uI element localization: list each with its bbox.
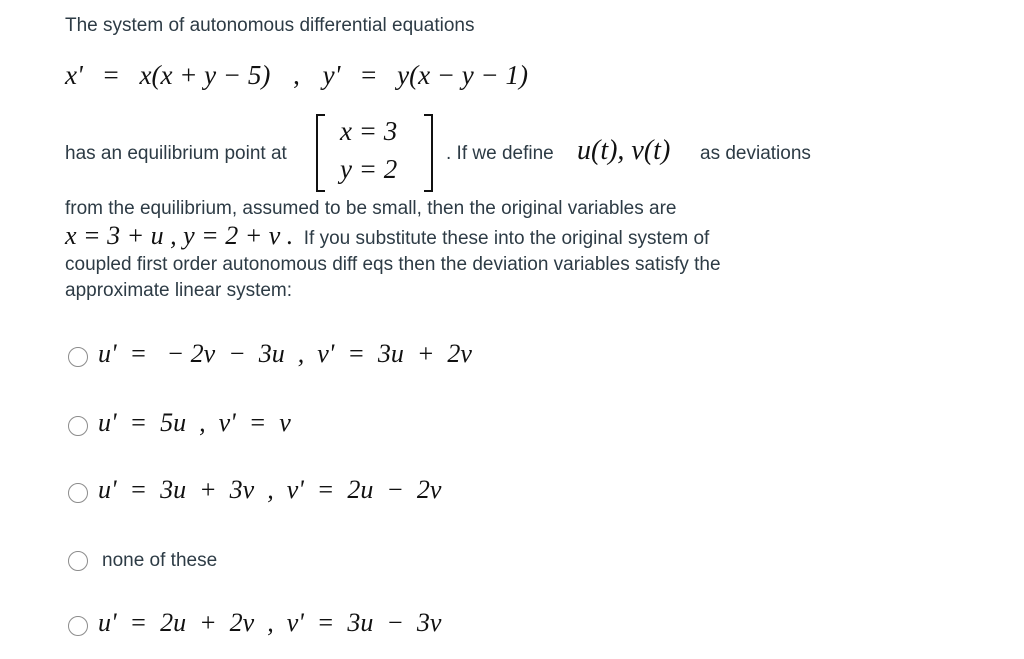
y-lhs: y' xyxy=(322,60,341,90)
equilibrium-after: . If we define xyxy=(446,143,554,164)
x-lhs: x' xyxy=(65,60,83,90)
option-label: u' = 2u + 2v , v' = 3u − 3v xyxy=(98,608,442,637)
paragraph-line-4: approximate linear system: xyxy=(65,280,293,301)
y-rhs: y(x − y − 1) xyxy=(397,60,528,90)
deviation-vars xyxy=(577,135,670,167)
radio-button[interactable] xyxy=(68,616,88,636)
substitution-text: If you substitute these into the original system of xyxy=(303,228,710,249)
equilibrium-prefix: has an equilibrium point at xyxy=(65,143,287,164)
radio-button[interactable] xyxy=(68,416,88,436)
equals-sign: = xyxy=(361,60,377,90)
paragraph-line-2 xyxy=(65,221,709,251)
deviation-vars-text: u(t), v(t) xyxy=(577,135,671,166)
left-bracket xyxy=(316,114,325,192)
separator-comma: , xyxy=(293,60,300,90)
option-label: u' = 5u , v' = v xyxy=(98,408,291,437)
equals-sign: = xyxy=(103,60,119,90)
equilibrium-suffix: as deviations xyxy=(700,143,811,164)
radio-button[interactable] xyxy=(68,483,88,503)
option-label: u' = − 2v − 3u , v' = 3u + 2v xyxy=(98,339,472,368)
paragraph-line-3: coupled first order autonomous diff eqs then the deviation variables satisfy the xyxy=(65,254,721,275)
x-rhs: x(x + y − 5) xyxy=(139,60,271,90)
paragraph-line-1: from the equilibrium, assumed to be small, then the original variables are xyxy=(65,198,677,219)
matrix-row-1: x = 3 xyxy=(340,116,398,146)
equilibrium-matrix xyxy=(316,114,433,192)
right-bracket xyxy=(424,114,433,192)
radio-button[interactable] xyxy=(68,551,88,571)
matrix-row-2: y = 2 xyxy=(340,154,398,184)
radio-button[interactable] xyxy=(68,347,88,367)
substitution-math: x = 3 + u , y = 2 + v . xyxy=(65,221,294,250)
option-label: u' = 3u + 3v , v' = 2u − 2v xyxy=(98,475,442,504)
question-intro: The system of autonomous differential equations xyxy=(65,15,475,36)
system-equations xyxy=(65,60,528,91)
option-label: none of these xyxy=(102,550,218,571)
